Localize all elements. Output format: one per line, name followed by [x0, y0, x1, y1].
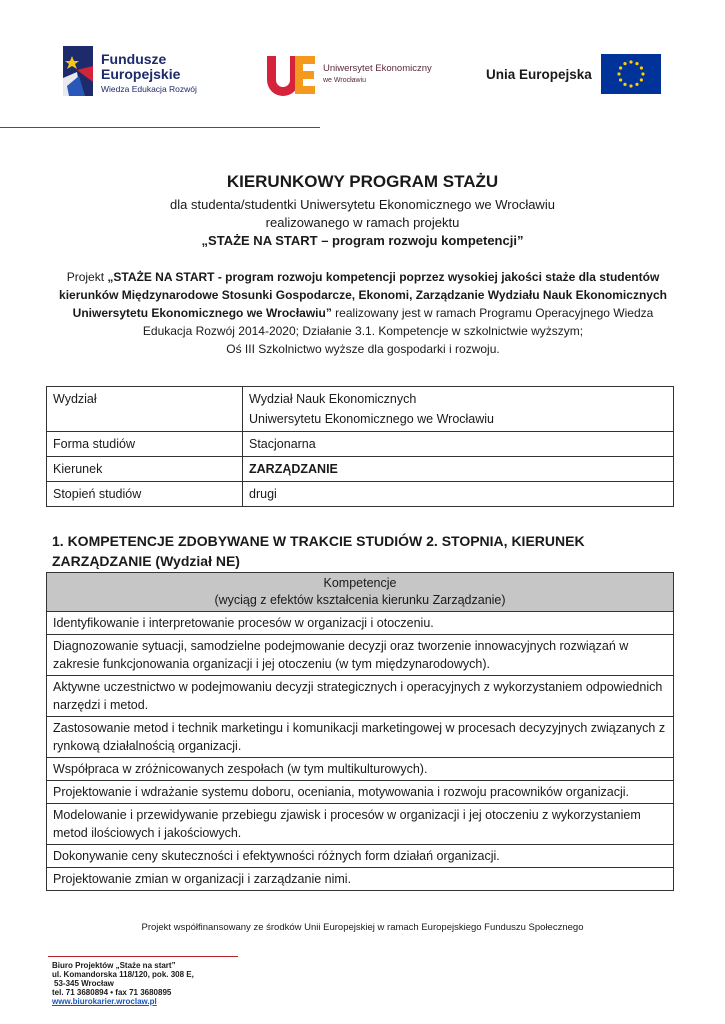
competence-item: Diagnozowanie sytuacji, samodzielne podejmowanie decyzji oraz tworzenie innowacyjnych rozwiązań w zakresie funkcjonowania organizacji i jej otoczeniu (w tym międzynarodowych). [47, 635, 674, 676]
faculty-label: Wydział [47, 387, 243, 432]
office-street: ul. Komandorska 118/120, pok. 308 E, [52, 970, 194, 979]
study-form-value: Stacjonarna [243, 432, 674, 457]
major-label: Kierunek [47, 457, 243, 482]
table-row [47, 758, 674, 781]
project-office-address [52, 961, 194, 1006]
degree-label: Stopień studiów [47, 482, 243, 507]
competences-header: Kompetencje (wyciąg z efektów kształcenia kierunku Zarządzanie) [47, 573, 674, 612]
ue-monogram [265, 54, 317, 96]
faculty-value: Wydział Nauk Ekonomicznych Uniwersytetu Ekonomicznego we Wrocławiu [243, 387, 674, 432]
section-heading: 1. KOMPETENCJE ZDOBYWANE W TRAKCIE STUDIÓW 2. STOPNIA, KIERUNEK ZARZĄDZANIE (Wydział NE) [52, 533, 585, 569]
website-link[interactable]: www.biurokarier.wroclaw.pl [52, 997, 157, 1006]
competence-item: Modelowanie i przewidywanie przebiegu zjawisk i procesów w organizacji i jej otoczeniu z wykorzystaniem metod ilościowych i jakościowych. [47, 804, 674, 845]
fundusze-europejskie-mark [63, 46, 93, 96]
competences-table [46, 572, 674, 891]
table-row [47, 804, 674, 845]
competence-item: Dokonywanie ceny skuteczności i efektywności różnych form działań organizacji. [47, 845, 674, 868]
study-info-table [46, 386, 674, 507]
table-row [47, 845, 674, 868]
project-name: „STAŻE NA START – program rozwoju kompetencji” [201, 233, 524, 248]
competence-item: Współpraca w zróżnicowanych zespołach (w tym multikulturowych). [47, 758, 674, 781]
table-row [47, 868, 674, 891]
ue-logo-name: Uniwersytet Ekonomiczny [323, 63, 432, 74]
cofinancing-note: Projekt współfinansowany ze środków Unii Europejskiej w ramach Europejskiego Funduszu Społecznego [141, 922, 584, 933]
degree-value: drugi [243, 482, 674, 507]
subtitle-line-1: dla studenta/studentki Uniwersytetu Ekonomicznego we Wrocławiu [170, 197, 555, 212]
competence-item: Zastosowanie metod i technik marketingu i komunikacji marketingowej w procesach decyzyjnych związanych z rynkową działalnością organizacji. [47, 717, 674, 758]
competence-item: Aktywne uczestnictwo w podejmowaniu decyzji strategicznych i operacyjnych z wykorzystaniem odpowiednich narzędzi i metod. [47, 676, 674, 717]
table-row [47, 635, 674, 676]
table-row [47, 457, 674, 482]
table-header-row [47, 573, 674, 612]
table-row [47, 387, 674, 432]
subtitle-line-2: realizowanego w ramach projektu [265, 215, 460, 230]
fe-logo-title: Fundusze Europejskie [101, 51, 181, 82]
office-city: 53-345 Wrocław [54, 979, 114, 988]
header-divider [0, 127, 320, 128]
logo-bar [0, 38, 725, 108]
study-form-label: Forma studiów [47, 432, 243, 457]
fundusze-europejskie-logo [63, 46, 223, 102]
table-row [47, 482, 674, 507]
table-row [47, 612, 674, 635]
table-row [47, 676, 674, 717]
footer-divider [48, 956, 238, 957]
document-title: KIERUNKOWY PROGRAM STAŻU [226, 172, 499, 191]
major-value: ZARZĄDZANIE [243, 457, 674, 482]
office-name: Biuro Projektów „Staże na start” [52, 961, 176, 970]
competence-item: Projektowanie i wdrażanie systemu doboru, oceniania, motywowania i rozwoju pracowników organizacji. [47, 781, 674, 804]
competence-item: Identyfikowanie i interpretowanie procesów w organizacji i otoczeniu. [47, 612, 674, 635]
competence-item: Projektowanie zmian w organizacji i zarządzanie nimi. [47, 868, 674, 891]
project-description: Projekt „STAŻE NA START - program rozwoju kompetencji poprzez wysokiej jakości staże dla studentów kierunków Międzynarodowe Stosunki Gospodarcze, Ekonomi, Zarządzanie Wydziału Nauk Ekonomicznych Uniwersytetu Ekonomicznego we Wrocławiu” realizowany jest w ramach Programu Operacyjnego Wiedza Edukacja Rozwój 2014-2020; Działanie 3.1. Kompetencje w szkolnictwie wyższym; Oś III Szkolnictwo wyższe dla gospodarki i rozwoju. [59, 270, 667, 356]
table-row [47, 781, 674, 804]
office-phone: tel. 71 3680894 • fax 71 3680895 [52, 988, 172, 997]
eu-label: Unia Europejska [486, 67, 592, 82]
ue-logo-city: we Wrocławiu [323, 77, 367, 84]
ue-wroclaw-logo [265, 54, 455, 98]
table-row [47, 717, 674, 758]
fe-logo-tagline: Wiedza Edukacja Rozwój [101, 84, 197, 94]
eu-flag-icon [601, 54, 661, 94]
table-row [47, 432, 674, 457]
